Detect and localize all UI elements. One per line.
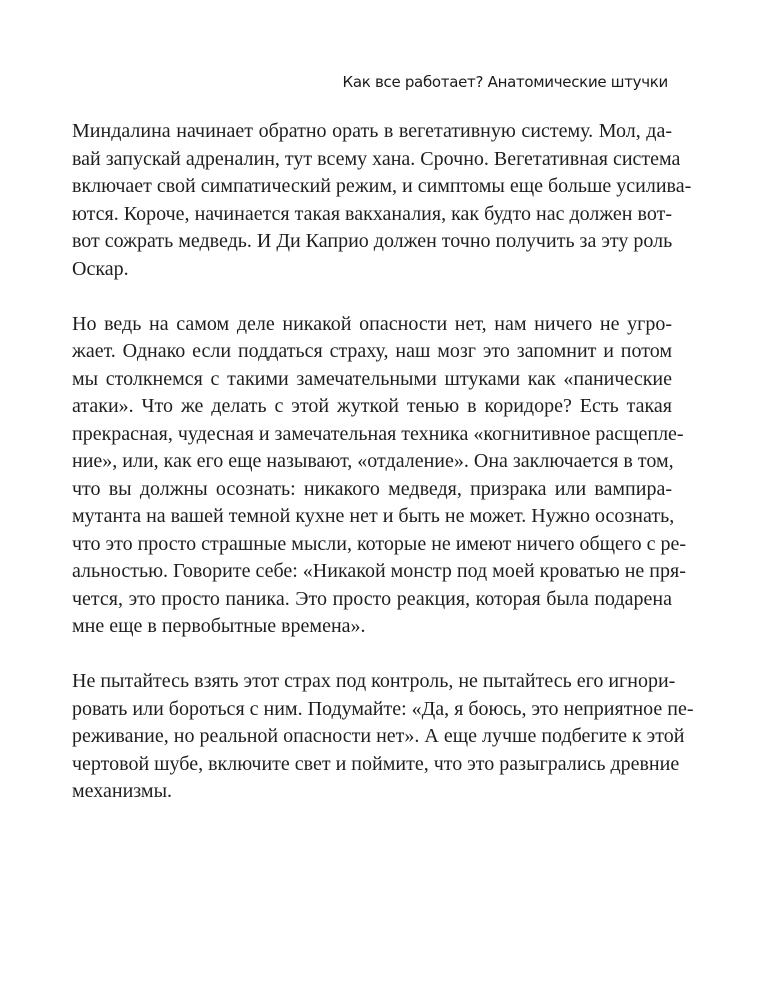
- body-text: [72, 118, 694, 833]
- text-line: ние», или, как его еще называют, «отдаление». Она заключается в том,: [72, 450, 674, 472]
- text-line: чертовой шубе, включите свет и поймите, что это разыгрались древние: [72, 752, 680, 775]
- text-line: мутанта на вашей темной кухне нет и быть не может. Нужно осознать,: [72, 505, 675, 527]
- text-line: реживание, но реальной опасности нет». А еще лучше подбегите к этой: [72, 725, 685, 747]
- text-line: мы столкнемся с такими замечательными штуками как «панические: [72, 367, 672, 390]
- text-line: вай запускай адреналин, тут всему хана. Срочно. Вегетативная система: [72, 147, 681, 170]
- text-line: ются. Короче, начинается такая вакханалия, как будто нас должен вот-: [72, 202, 672, 225]
- text-line: Миндалина начинает обратно орать в вегетативную систему. Мол, да-: [72, 120, 672, 142]
- text-line: включает свой симпатический режим, и симптомы еще больше усилива-: [72, 175, 692, 197]
- paragraph-2: [72, 311, 687, 641]
- text-line: Не пытайтесь взять этот страх под контроль, не пытайтесь его игнори-: [72, 670, 676, 692]
- text-line: механизмы.: [72, 780, 172, 802]
- text-line: Оскар.: [72, 257, 129, 280]
- text-line: мне еще в первобытные времена».: [72, 615, 366, 637]
- text-line: жает. Однако если поддаться страху, наш мозг это запомнит и потом: [72, 340, 672, 362]
- text-line: Но ведь на самом деле никакой опасности нет, нам ничего не угро-: [72, 312, 672, 335]
- paragraph-3: [72, 668, 694, 806]
- text-line: вот сожрать медведь. И Ди Каприо должен точно получить за эту роль: [72, 230, 673, 252]
- text-line: ровать или бороться с ним. Подумайте: «Да, я боюсь, это неприятное пе-: [72, 697, 694, 720]
- running-header: Как все работает? Анатомические штучки: [342, 73, 668, 91]
- text-line: прекрасная, чудесная и замечательная техника «когнитивное расщепле-: [72, 422, 684, 445]
- text-line: чется, это просто паника. Это просто реакция, которая была подарена: [72, 587, 672, 610]
- text-line: альностью. Говорите себе: «Никакой монстр под моей кроватью не пря-: [72, 560, 686, 582]
- text-line: что вы должны осознать: никакого медведя, призрака или вампира-: [72, 477, 672, 500]
- paragraph-1: [72, 118, 692, 283]
- text-line: что это просто страшные мысли, которые не имеют ничего общего с ре-: [72, 532, 687, 555]
- text-line: атаки». Что же делать с этой жуткой тенью в коридоре? Есть такая: [72, 395, 672, 417]
